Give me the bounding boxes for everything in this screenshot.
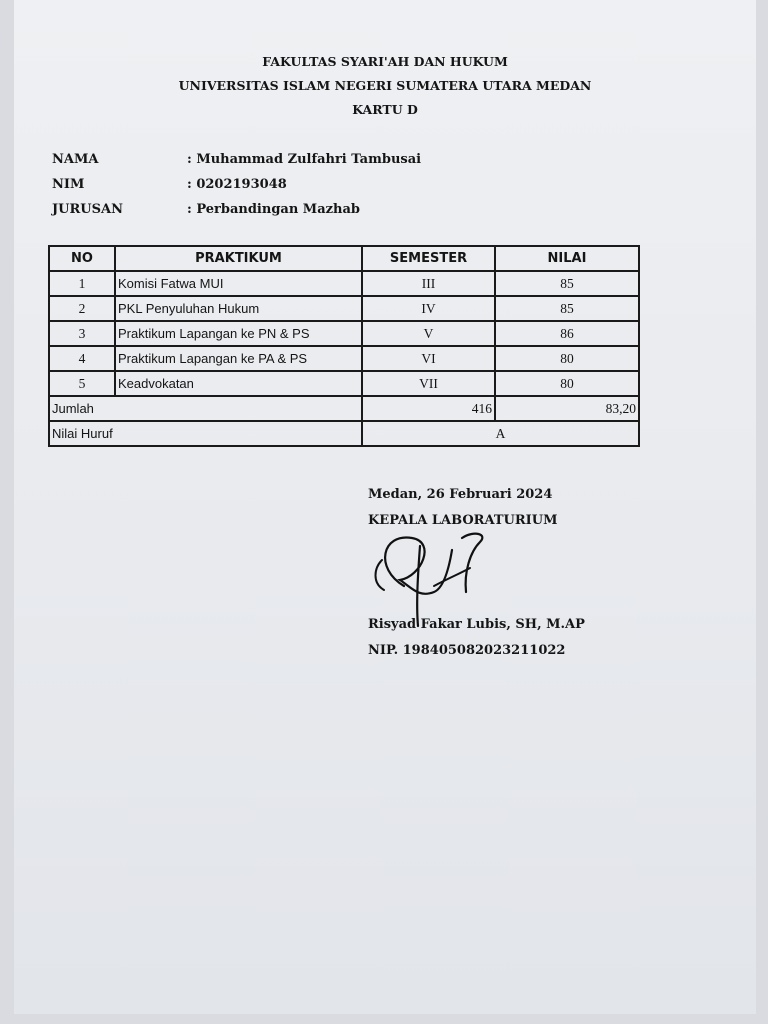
table-row [49, 296, 639, 321]
major-row [52, 197, 421, 222]
student-info [52, 147, 421, 222]
row-semester: V [362, 321, 495, 346]
name-value: : Muhammad Zulfahri Tambusai [187, 152, 422, 167]
university-title: UNIVERSITAS ISLAM NEGERI SUMATERA UTARA MEDAN [178, 78, 592, 93]
letter-grade-label: Nilai Huruf [49, 421, 362, 446]
nim-row [52, 172, 421, 197]
place-date: Medan, 26 Februari 2024 [368, 487, 553, 502]
row-no: 1 [49, 271, 115, 296]
row-semester: VII [362, 371, 495, 396]
row-semester: III [362, 271, 495, 296]
table-row [49, 271, 639, 296]
name-row [52, 147, 421, 172]
nim-value: : 0202193048 [187, 177, 287, 192]
row-semester: VI [362, 346, 495, 371]
total-label: Jumlah [49, 396, 362, 421]
row-praktikum: Keadvokatan [115, 371, 362, 396]
row-nilai: 86 [495, 321, 639, 346]
signature-block [368, 482, 585, 664]
row-no: 4 [49, 346, 115, 371]
header-semester: SEMESTER [362, 246, 495, 271]
table-row [49, 321, 639, 346]
name-label: NAMA [52, 152, 99, 167]
row-praktikum: PKL Penyuluhan Hukum [115, 296, 362, 321]
grades-table [48, 245, 640, 447]
total-value: 416 [362, 396, 495, 421]
document-header [14, 50, 756, 122]
row-nilai: 85 [495, 296, 639, 321]
table-row [49, 346, 639, 371]
major-value: : Perbandingan Mazhab [187, 202, 360, 217]
header-no: NO [49, 246, 115, 271]
signer-nip: NIP. 198405082023211022 [368, 643, 566, 658]
row-semester: IV [362, 296, 495, 321]
card-title: KARTU D [352, 102, 418, 117]
average-value: 83,20 [495, 396, 639, 421]
row-no: 3 [49, 321, 115, 346]
major-label: JURUSAN [52, 202, 123, 217]
header-nilai: NILAI [495, 246, 639, 271]
header-praktikum: PRAKTIKUM [115, 246, 362, 271]
row-nilai: 80 [495, 346, 639, 371]
faculty-title: FAKULTAS SYARI'AH DAN HUKUM [262, 54, 508, 69]
row-nilai: 85 [495, 271, 639, 296]
signer-name: Risyad Fakar Lubis, SH, M.AP [368, 617, 585, 632]
row-nilai: 80 [495, 371, 639, 396]
letter-grade-value: A [362, 421, 639, 446]
letter-grade-row [49, 421, 639, 446]
nim-label: NIM [52, 177, 85, 192]
row-praktikum: Komisi Fatwa MUI [115, 271, 362, 296]
row-no: 2 [49, 296, 115, 321]
total-row [49, 396, 639, 421]
table-row [49, 371, 639, 396]
table-header-row [49, 246, 639, 271]
row-no: 5 [49, 371, 115, 396]
row-praktikum: Praktikum Lapangan ke PN & PS [115, 321, 362, 346]
document-page [14, 0, 756, 1014]
signer-position: KEPALA LABORATURIUM [368, 513, 558, 528]
row-praktikum: Praktikum Lapangan ke PA & PS [115, 346, 362, 371]
